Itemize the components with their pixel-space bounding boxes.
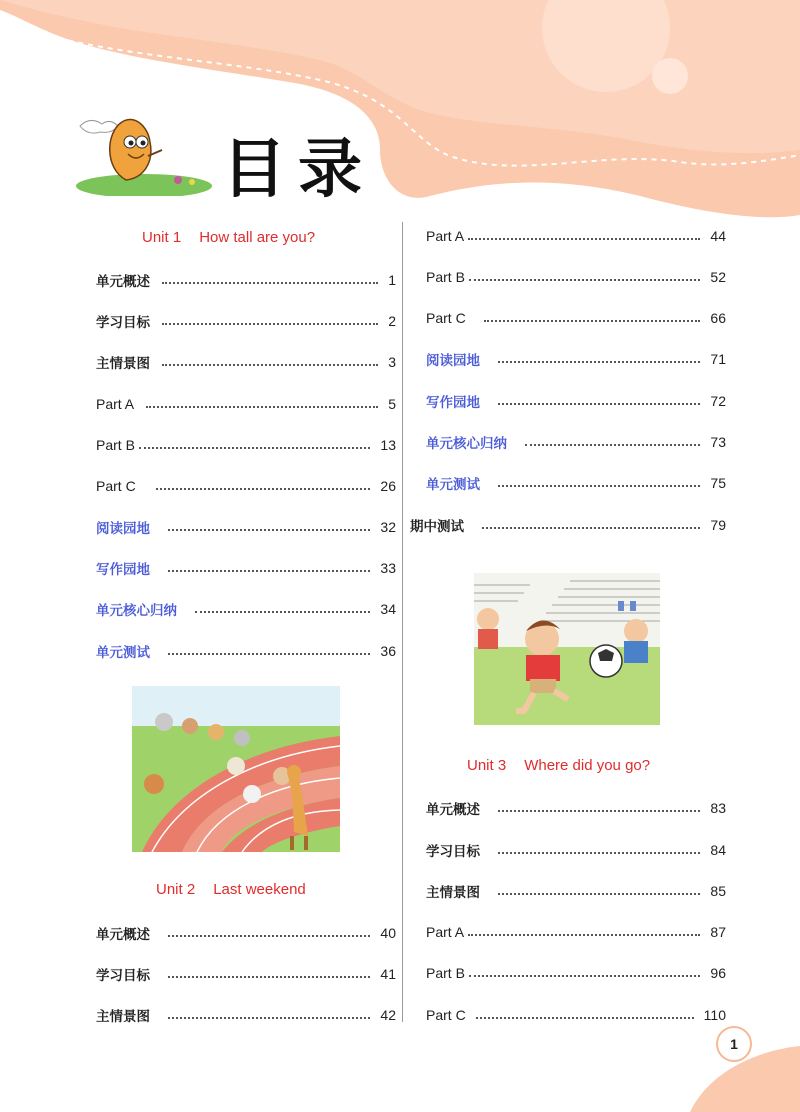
toc-label: 期中测试: [410, 519, 464, 535]
toc-label: Part B: [426, 269, 465, 285]
toc-page: 40: [380, 925, 396, 941]
dot-leader: [162, 364, 378, 366]
dot-leader: [498, 852, 700, 854]
toc-entry[interactable]: [96, 640, 396, 662]
dot-leader: [139, 447, 371, 449]
toc-page: 32: [380, 519, 396, 535]
toc-label: 写作园地: [426, 395, 480, 411]
toc-label: Part B: [426, 965, 465, 981]
dot-leader: [498, 403, 700, 405]
dot-leader: [482, 527, 700, 529]
toc-page: 71: [710, 351, 726, 367]
dot-leader: [168, 570, 370, 572]
toc-entry[interactable]: [426, 962, 726, 984]
toc-entry[interactable]: [426, 307, 726, 329]
toc-page: 52: [710, 269, 726, 285]
toc-label: 主情景图: [426, 885, 480, 901]
unit-1-heading: [142, 229, 315, 246]
toc-entry[interactable]: [96, 351, 396, 373]
toc-label: 单元概述: [426, 802, 480, 818]
toc-entry[interactable]: [96, 1004, 396, 1026]
toc-entry[interactable]: [426, 921, 726, 943]
toc-page: 75: [710, 475, 726, 491]
dot-leader: [468, 238, 700, 240]
toc-entry[interactable]: [96, 598, 396, 620]
toc-entry[interactable]: [96, 393, 396, 415]
toc-page: 84: [710, 842, 726, 858]
toc-entry[interactable]: [96, 434, 396, 456]
toc-entry[interactable]: [96, 557, 396, 579]
toc-label: 单元核心归纳: [426, 436, 507, 452]
dot-leader: [168, 935, 370, 937]
toc-label: 写作园地: [96, 562, 150, 578]
dot-leader: [498, 361, 700, 363]
toc-page: 2: [388, 313, 396, 329]
toc-page: 73: [710, 434, 726, 450]
toc-page: 85: [710, 883, 726, 899]
dot-leader: [168, 976, 370, 978]
toc-entry[interactable]: [96, 269, 396, 291]
toc-page: 33: [380, 560, 396, 576]
toc-label: 学习目标: [426, 844, 480, 860]
dot-leader: [469, 975, 701, 977]
dot-leader: [195, 611, 370, 613]
toc-entry[interactable]: [426, 472, 726, 494]
egg-mascot-illustration: [74, 108, 214, 196]
dot-leader: [498, 485, 700, 487]
toc-entry[interactable]: [96, 963, 396, 985]
toc-page: 26: [380, 478, 396, 494]
unit-3-name: Where did you go?: [524, 757, 651, 774]
toc-entry[interactable]: [426, 266, 726, 288]
dot-leader: [525, 444, 700, 446]
toc-entry[interactable]: [96, 475, 396, 497]
toc-page: 36: [380, 643, 396, 659]
toc-label: 主情景图: [96, 356, 150, 372]
toc-page: 66: [710, 310, 726, 326]
toc-label: 学习目标: [96, 968, 150, 984]
toc-entry[interactable]: [426, 390, 726, 412]
dot-leader: [484, 320, 701, 322]
toc-page: 79: [710, 517, 726, 533]
toc-entry[interactable]: [96, 310, 396, 332]
toc-label: 单元核心归纳: [96, 603, 177, 619]
dot-leader: [156, 488, 371, 490]
toc-label: 阅读园地: [96, 521, 150, 537]
dot-leader: [162, 323, 378, 325]
toc-label: 主情景图: [96, 1009, 150, 1025]
toc-page: 44: [710, 228, 726, 244]
dot-leader: [476, 1017, 694, 1019]
toc-entry[interactable]: [426, 225, 726, 247]
animal-race-illustration: [132, 686, 340, 852]
toc-label: Part A: [426, 228, 465, 244]
toc-page: 110: [703, 1007, 726, 1023]
toc-page: 5: [388, 396, 396, 412]
toc-page: 87: [710, 924, 726, 940]
toc-page: 42: [380, 1007, 396, 1023]
toc-label: 阅读园地: [426, 353, 480, 369]
dot-leader: [498, 893, 700, 895]
toc-label: Part C: [96, 478, 136, 494]
unit-1-name: How tall are you?: [199, 229, 316, 246]
toc-page: 96: [710, 965, 726, 981]
toc-entry[interactable]: [426, 880, 726, 902]
toc-entry[interactable]: [410, 514, 726, 536]
column-divider: [402, 222, 403, 1022]
toc-label: Part C: [426, 1007, 466, 1023]
toc-label: Part A: [96, 396, 135, 412]
toc-entry[interactable]: [426, 348, 726, 370]
toc-page: 3: [388, 354, 396, 370]
toc-page: 13: [380, 437, 396, 453]
unit-1-number: Unit 1: [142, 229, 182, 246]
toc-label: Part A: [426, 924, 465, 940]
toc-entry[interactable]: [426, 839, 726, 861]
toc-page: 1: [388, 272, 396, 288]
toc-page: 34: [380, 601, 396, 617]
unit-2-name: Last weekend: [213, 881, 306, 898]
toc-label: 单元测试: [426, 477, 480, 493]
toc-label: 单元概述: [96, 927, 150, 943]
toc-label: Part B: [96, 437, 135, 453]
dot-leader: [168, 653, 370, 655]
dot-leader: [498, 810, 700, 812]
dot-leader: [162, 282, 378, 284]
toc-entry[interactable]: [96, 516, 396, 538]
dot-leader: [168, 529, 370, 531]
toc-label: 单元概述: [96, 274, 150, 290]
dot-leader: [468, 934, 700, 936]
unit-3-heading: [467, 757, 650, 774]
unit-3-number: Unit 3: [467, 757, 507, 774]
toc-entry[interactable]: [426, 1004, 726, 1026]
dot-leader: [168, 1017, 370, 1019]
toc-page: 41: [380, 966, 396, 982]
toc-label: 单元测试: [96, 645, 150, 661]
toc-page: 72: [710, 393, 726, 409]
toc-entry[interactable]: [426, 797, 726, 819]
toc-entry[interactable]: [96, 922, 396, 944]
page-number-badge: 1: [716, 1026, 752, 1062]
toc-entry[interactable]: [426, 431, 726, 453]
page-title: 目录: [222, 133, 374, 207]
dot-leader: [146, 406, 378, 408]
toc-label: 学习目标: [96, 315, 150, 331]
toc-page: 83: [710, 800, 726, 816]
unit-2-heading: [156, 881, 306, 898]
dot-leader: [469, 279, 701, 281]
unit-2-number: Unit 2: [156, 881, 196, 898]
soccer-kids-illustration: [474, 573, 660, 725]
toc-label: Part C: [426, 310, 466, 326]
